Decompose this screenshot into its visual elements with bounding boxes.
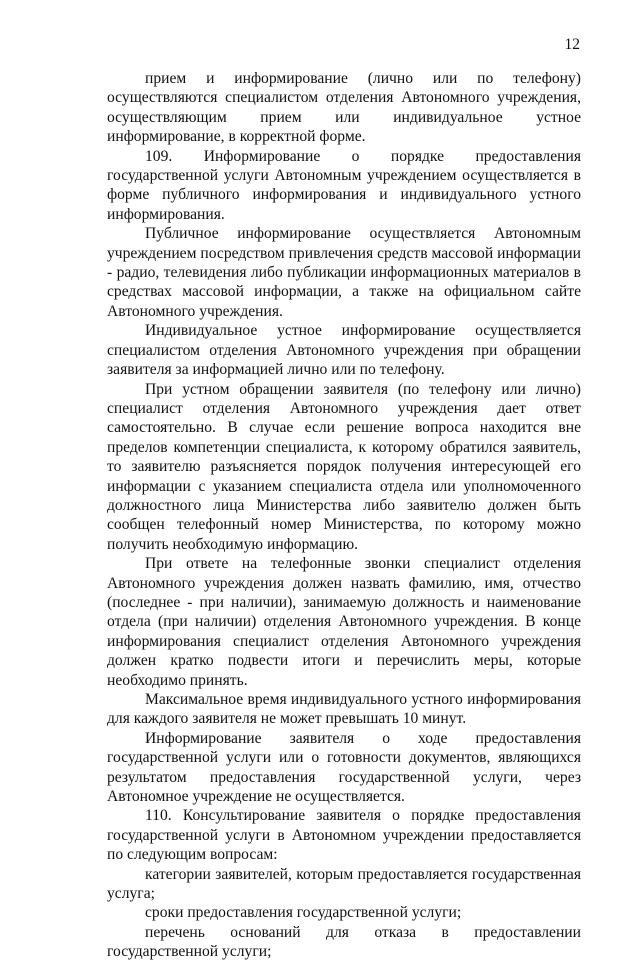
paragraph: Индивидуальное устное информирование осуществляется специалистом отделения Автономного учреждения при обращении заявителя за информацией лично или по телефону. [107,322,581,379]
paragraph: Публичное информирование осуществляется Автономным учреждением посредством привлечения средств массовой информации - радио, телевидения либо публикации информационных материалов в средствах массовой информации, а также на официальном сайте Автономного учреждения. [107,225,581,320]
list-item: категории заявителей, которым предоставляется государственная услуга; [107,865,581,903]
paragraph: Максимальное время индивидуального устного информирования для каждого заявителя не может превышать 10 минут. [107,691,581,728]
paragraph: прием и информирование (лично или по телефону) осуществляются специалистом отделения Автономного учреждения, осуществляющим прием или индивидуальное устное информирование, в корректной форме. [107,70,581,146]
paragraph: 110. Консультирование заявителя о порядке предоставления государственной услуги в Автономном учреждении предоставляется по следующим вопросам: [107,807,581,864]
paragraph: Информирование заявителя о ходе предоставления государственной услуги или о готовности документов, являющихся результатом предоставления государственной услуги, через Автономное учреждение не осуществляется. [107,729,581,806]
paragraph: При ответе на телефонные звонки специалист отделения Автономного учреждения должен назвать фамилию, имя, отчество (последнее - при наличии), занимаемую должность и наименование отдела (при наличии) отделения Автономного учреждения. В конце информирования специалист отделения Автономного учреждения должен кратко подвести итоги и перечислить меры, которые необходимо принять. [107,555,581,689]
document-body [107,69,581,962]
paragraph: При устном обращении заявителя (по телефону или лично) специалист отделения Автономного учреждения дает ответ самостоятельно. В случае если решение вопроса находится вне пределов компетенции специалиста, к которому обратился заявитель, то заявителю разъясняется порядок получения интересующей его информации с указанием специалиста отдела или уполномоченного должностного лица Министерства либо заявителю должен быть сообщен телефонный номер Министерства, по которому можно получить необходимую информацию. [107,380,581,553]
list-item: сроки предоставления государственной услуги; [145,904,462,922]
page-number: 12 [564,36,580,53]
paragraph: 109. Информирование о порядке предоставления государственной услуги Автономным учреждением осуществляется в форме публичного информирования и индивидуального устного информирования. [107,147,581,223]
list-item: перечень оснований для отказа в предоставлении государственной услуги; [107,923,581,961]
